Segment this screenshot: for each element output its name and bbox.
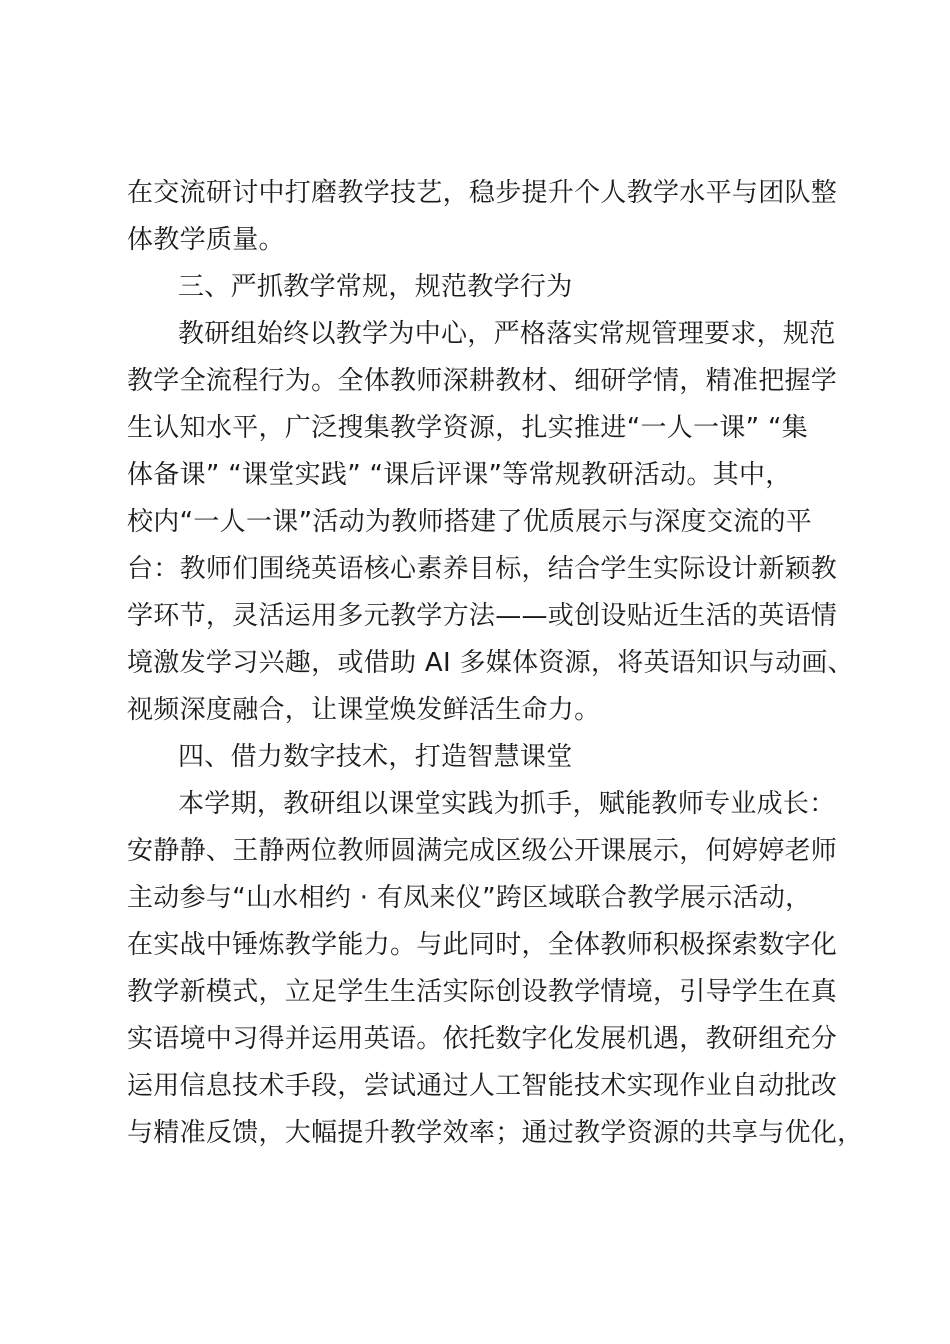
paragraph-line: 运用信息技术手段，尝试通过人工智能技术实现作业自动批改 [127,1071,838,1101]
paragraph-line: 本学期，教研组以课堂实践为抓手，赋能教师专业成长： [178,789,836,819]
paragraph-line: 视频深度融合，让课堂焕发鲜活生命力。 [127,695,601,725]
paragraph-line: 体备课” “课堂实践” “课后评课”等常规教研活动。其中， [127,460,792,490]
paragraph-line: 生认知水平，广泛搜集教学资源，扎实推进“一人一课” “集 [127,413,809,443]
paragraph-line: 教研组始终以教学为中心，严格落实常规管理要求，规范 [178,319,836,349]
paragraph-line: 在实战中锤炼教学能力。与此同时，全体教师积极探索数字化 [127,930,838,960]
paragraph-line: 安静静、王静两位教师圆满完成区级公开课展示，何婷婷老师 [127,836,838,866]
paragraph-line: 台：教师们围绕英语核心素养目标，结合学生实际设计新颖教 [127,554,838,584]
paragraph-line: 校内“一人一课”活动为教师搭建了优质展示与深度交流的平 [127,507,813,537]
section-heading: 三、严抓教学常规，规范教学行为 [178,272,573,302]
paragraph-line: 教学全流程行为。全体教师深耕教材、细研学情，精准把握学 [127,366,838,396]
paragraph-line: 境激发学习兴趣，或借助 AI 多媒体资源，将英语知识与动画、 [127,648,854,678]
section-heading: 四、借力数字技术，打造智慧课堂 [178,742,573,772]
paragraph-line: 实语境中习得并运用英语。依托数字化发展机遇，教研组充分 [127,1024,838,1054]
paragraph-line: 体教学质量。 [127,225,285,255]
paragraph-line: 学环节，灵活运用多元教学方法——或创设贴近生活的英语情 [127,601,838,631]
paragraph-line: 教学新模式，立足学生生活实际创设教学情境，引导学生在真 [127,977,838,1007]
paragraph-line: 与精准反馈，大幅提升教学效率；通过教学资源的共享与优化， [127,1118,864,1148]
paragraph-line: 在交流研讨中打磨教学技艺，稳步提升个人教学水平与团队整 [127,178,838,208]
paragraph-line: 主动参与“山水相约 · 有凤来仪”跨区域联合教学展示活动， [127,883,812,913]
